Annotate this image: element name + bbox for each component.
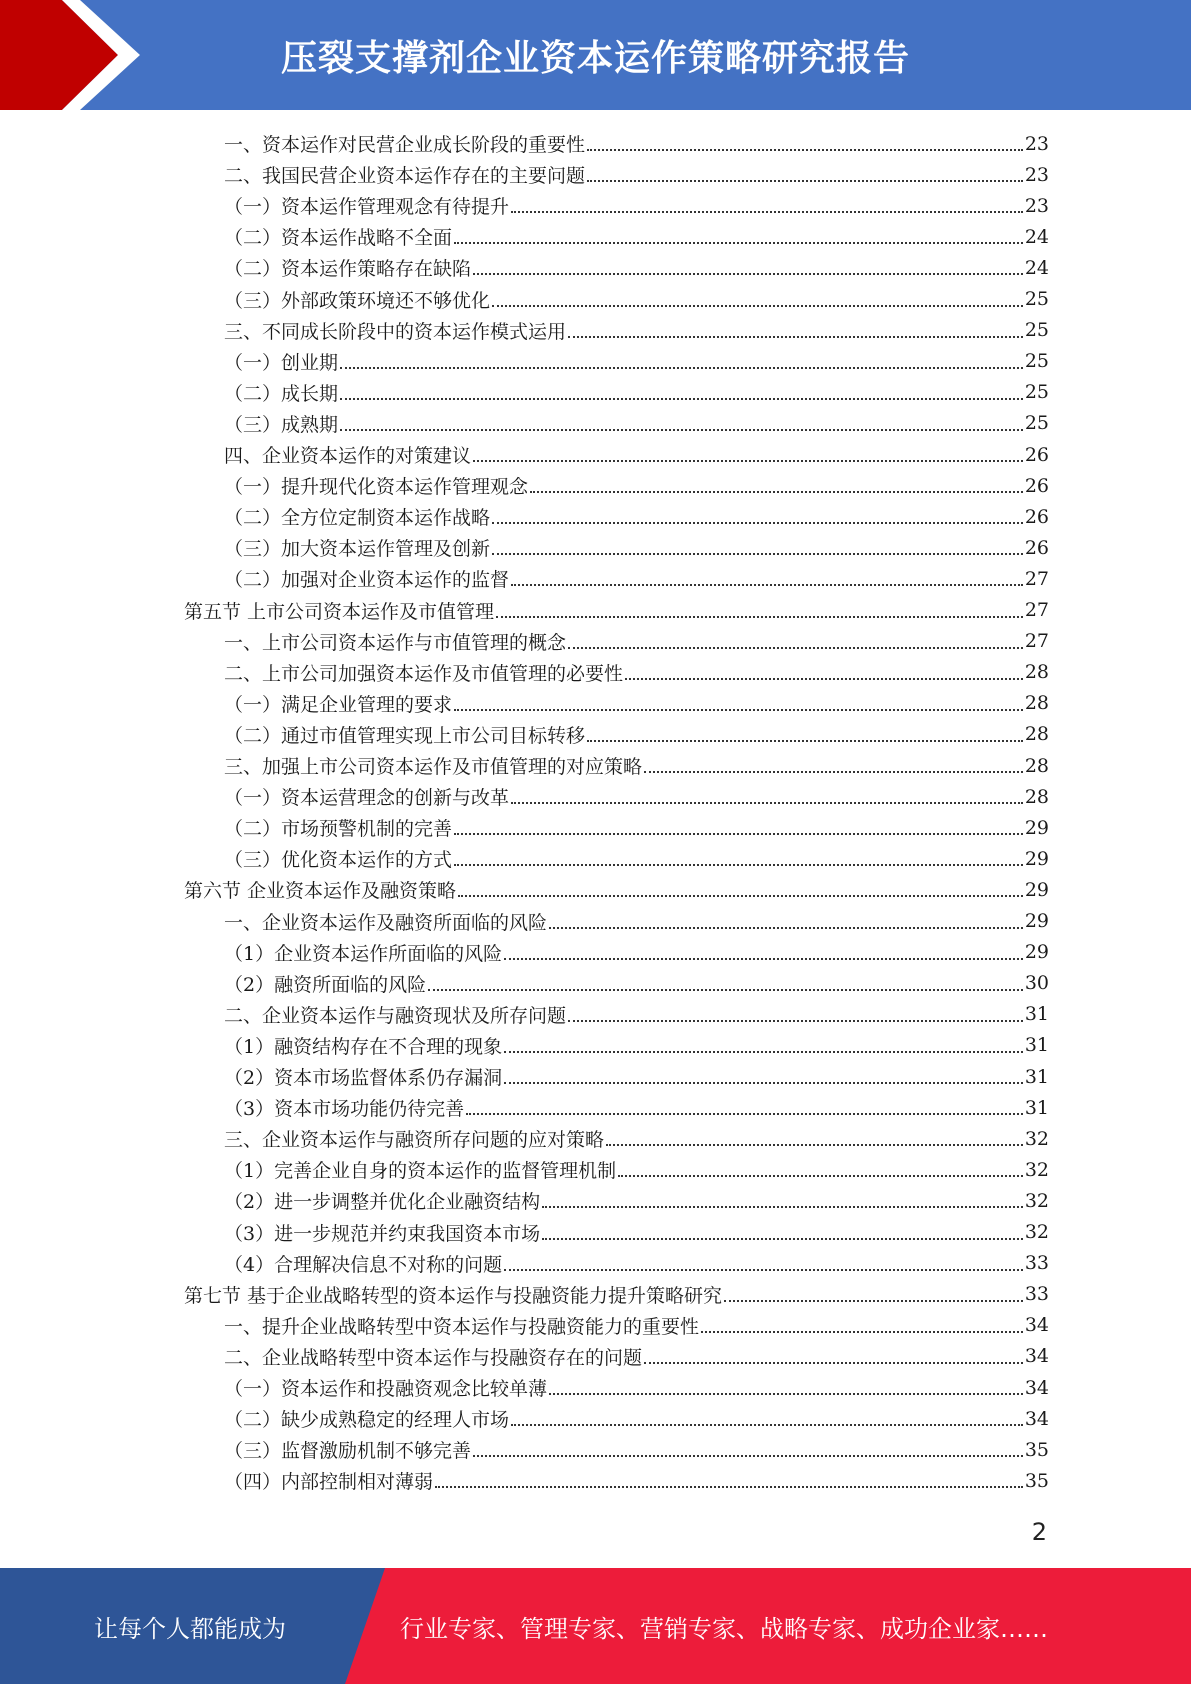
toc-leader-dots [549, 1392, 1023, 1395]
toc-leader-dots [454, 241, 1023, 244]
toc-entry-page: 32 [1024, 1189, 1049, 1212]
toc-entry-title: （二）市场预警机制的完善 [224, 818, 453, 841]
toc-entry [184, 595, 1049, 626]
toc-leader-dots [511, 583, 1023, 586]
toc-entry [224, 1154, 1049, 1185]
toc-leader-dots [625, 677, 1023, 680]
toc-entry-title: （1）企业资本运作所面临的风险 [224, 942, 503, 965]
toc-leader-dots [496, 615, 1023, 618]
toc-leader-dots [466, 1112, 1023, 1115]
toc-leader-dots [473, 272, 1023, 275]
toc-entry [184, 874, 1049, 905]
toc-entry [224, 408, 1049, 439]
toc-entry [224, 1185, 1049, 1216]
toc-entry-title: 一、资本运作对民营企业成长阶段的重要性 [224, 134, 586, 156]
toc-entry [224, 252, 1049, 283]
toc-leader-dots [473, 1454, 1023, 1457]
toc-entry [224, 812, 1049, 843]
toc-entry-title: （二）通过市值管理实现上市公司目标转移 [224, 724, 586, 747]
toc-entry [224, 532, 1049, 563]
toc-entry-page: 28 [1024, 785, 1049, 808]
toc-entry [224, 128, 1049, 159]
toc-entry-page: 26 [1024, 474, 1049, 497]
toc-leader-dots [504, 1081, 1023, 1084]
toc-leader-dots [492, 304, 1023, 307]
toc-entry-title: （2）资本市场监督体系仍存漏洞 [224, 1067, 503, 1089]
toc-entry-page: 34 [1024, 1376, 1049, 1399]
toc-leader-dots [568, 646, 1023, 649]
toc-leader-dots [549, 926, 1023, 929]
toc-entry-title: （二）成长期 [224, 382, 339, 405]
toc-leader-dots [568, 1019, 1023, 1022]
toc-leader-dots [340, 366, 1023, 369]
toc-leader-dots [701, 1330, 1023, 1333]
toc-entry [224, 315, 1049, 346]
toc-entry [224, 1217, 1049, 1248]
toc-entry-page: 34 [1024, 1314, 1049, 1337]
toc-entry-title: （二）资本运作战略不全面 [224, 227, 453, 250]
toc-entry-title: 第七节 基于企业战略转型的资本运作与投融资能力提升策略研究 [184, 1284, 723, 1307]
toc-entry [224, 1403, 1049, 1434]
toc-entry [224, 750, 1049, 781]
toc-entry-title: （3）资本市场功能仍待完善 [224, 1098, 465, 1121]
toc-entry-title: （四）内部控制相对薄弱 [224, 1471, 434, 1494]
toc-entry [224, 937, 1049, 968]
toc-entry-title: （一）资本运作和投融资观念比较单薄 [224, 1378, 548, 1400]
toc-leader-dots [568, 335, 1023, 338]
toc-leader-dots [511, 801, 1023, 804]
toc-entry [224, 563, 1049, 594]
toc-entry-page: 23 [1024, 132, 1049, 155]
toc-leader-dots [504, 1050, 1023, 1053]
toc-entry [224, 284, 1049, 315]
toc-entry-title: （1）完善企业自身的资本运作的监督管理机制 [224, 1160, 617, 1183]
toc-leader-dots [530, 490, 1023, 493]
toc-entry-title: 二、上市公司加强资本运作及市值管理的必要性 [224, 662, 624, 685]
toc-entry-title: 三、加强上市公司资本运作及市值管理的对应策略 [224, 756, 643, 778]
toc-leader-dots [504, 1268, 1023, 1271]
header-arrow-decoration [0, 0, 150, 110]
toc-entry-page: 31 [1024, 1003, 1049, 1026]
toc-entry-title: （二）加强对企业资本运作的监督 [224, 569, 510, 592]
toc-entry-page: 28 [1024, 692, 1049, 715]
toc-entry-title: （2）融资所面临的风险 [224, 973, 427, 996]
toc-leader-dots [454, 708, 1023, 711]
toc-entry-page: 25 [1024, 350, 1049, 373]
toc-entry-page: 33 [1024, 1283, 1049, 1306]
toc-leader-dots [458, 894, 1023, 897]
toc-entry-title: （三）加大资本运作管理及创新 [224, 538, 491, 561]
toc-entry [224, 1030, 1049, 1061]
toc-entry-title: （3）进一步规范并约束我国资本市场 [224, 1222, 541, 1245]
toc-leader-dots [618, 1174, 1023, 1177]
toc-entry-title: （三）成熟期 [224, 413, 339, 436]
toc-entry [224, 346, 1049, 377]
toc-leader-dots [340, 397, 1023, 400]
toc-entry-title: （二）缺少成熟稳定的经理人市场 [224, 1409, 510, 1432]
toc-entry-page: 34 [1024, 1345, 1049, 1368]
toc-entry-title: 四、企业资本运作的对策建议 [224, 445, 472, 467]
toc-entry-page: 24 [1024, 225, 1049, 248]
toc-leader-dots [454, 863, 1023, 866]
toc-entry-page: 25 [1024, 412, 1049, 435]
toc-entry [224, 1341, 1049, 1372]
toc-leader-dots [428, 988, 1023, 991]
toc-entry-title: （一）创业期 [224, 351, 339, 374]
toc-entry-title: 一、企业资本运作及融资所面临的风险 [224, 911, 548, 934]
toc-entry [224, 657, 1049, 688]
toc-entry-page: 29 [1024, 847, 1049, 870]
toc-entry-page: 32 [1024, 1127, 1049, 1150]
footer-slogan-right: 行业专家、管理专家、营销专家、战略专家、成功企业家…… [400, 1614, 1048, 1643]
toc-leader-dots [492, 552, 1023, 555]
toc-entry-page: 27 [1024, 630, 1049, 653]
report-title: 压裂支撑剂企业资本运作策略研究报告 [280, 37, 910, 79]
toc-entry [224, 999, 1049, 1030]
toc-entry-page: 32 [1024, 1158, 1049, 1181]
toc-entry [224, 439, 1049, 470]
toc-entry [224, 781, 1049, 812]
toc-entry [224, 470, 1049, 501]
toc-entry [184, 1279, 1049, 1310]
toc-entry-title: （二）全方位定制资本运作战略 [224, 507, 491, 530]
toc-entry-page: 29 [1024, 816, 1049, 839]
toc-leader-dots [340, 428, 1023, 431]
toc-entry-title: 二、企业战略转型中资本运作与投融资存在的问题 [224, 1346, 643, 1369]
toc-leader-dots [587, 179, 1023, 182]
toc-entry-title: （三）外部政策环境还不够优化 [224, 289, 491, 312]
toc-entry-page: 30 [1024, 972, 1049, 995]
toc-entry [224, 1092, 1049, 1123]
toc-entry [224, 221, 1049, 252]
toc-leader-dots [542, 1237, 1023, 1240]
toc-entry [224, 688, 1049, 719]
toc-entry-title: 一、上市公司资本运作与市值管理的概念 [224, 631, 567, 654]
toc-entry-page: 25 [1024, 381, 1049, 404]
toc-entry [224, 906, 1049, 937]
toc-entry-page: 34 [1024, 1407, 1049, 1430]
toc-entry-page: 27 [1024, 567, 1049, 590]
toc-entry [224, 968, 1049, 999]
toc-entry-page: 28 [1024, 754, 1049, 777]
toc-entry-page: 35 [1024, 1438, 1049, 1461]
toc-entry-title: （三）监督激励机制不够完善 [224, 1440, 472, 1463]
toc-entry-title: 一、提升企业战略转型中资本运作与投融资能力的重要性 [224, 1315, 700, 1338]
page-footer [0, 1568, 1191, 1684]
toc-entry-title: （二）资本运作策略存在缺陷 [224, 258, 472, 281]
page-number: 2 [1031, 1518, 1047, 1546]
toc-leader-dots [724, 1299, 1023, 1302]
toc-leader-dots [542, 1205, 1023, 1208]
toc-entry-title: （一）资本运作管理观念有待提升 [224, 196, 510, 219]
toc-leader-dots [587, 739, 1023, 742]
toc-entry-page: 26 [1024, 505, 1049, 528]
toc-entry-page: 29 [1024, 910, 1049, 932]
toc-entry [224, 159, 1049, 190]
toc-entry-page: 23 [1024, 194, 1049, 217]
toc-entry-title: （4）合理解决信息不对称的问题 [224, 1253, 503, 1276]
toc-entry-page: 31 [1024, 1065, 1049, 1088]
toc-entry-page: 31 [1024, 1096, 1049, 1119]
toc-leader-dots [606, 1143, 1023, 1146]
toc-entry [224, 843, 1049, 874]
toc-leader-dots [644, 1361, 1023, 1364]
toc-entry-page: 31 [1024, 1034, 1049, 1057]
page-header [0, 0, 1191, 110]
toc-entry-title: （一）提升现代化资本运作管理观念 [224, 476, 529, 499]
toc-leader-dots [473, 459, 1023, 462]
toc-entry [224, 1310, 1049, 1341]
toc-entry-page: 29 [1024, 941, 1049, 964]
toc-entry [224, 190, 1049, 221]
toc-entry [224, 1465, 1049, 1496]
toc-entry [224, 1123, 1049, 1154]
toc-entry-title: 三、企业资本运作与融资所存问题的应对策略 [224, 1129, 605, 1152]
toc-leader-dots [587, 148, 1023, 151]
toc-entry-page: 28 [1024, 661, 1049, 684]
toc-leader-dots [492, 521, 1023, 524]
toc-leader-dots [504, 957, 1023, 960]
toc-entry-title: （一）满足企业管理的要求 [224, 693, 453, 716]
toc-leader-dots [644, 770, 1023, 773]
toc-entry-page: 35 [1024, 1469, 1049, 1492]
toc-entry [224, 626, 1049, 657]
toc-entry-page: 23 [1024, 163, 1049, 186]
toc-entry-page: 29 [1024, 878, 1049, 901]
toc-entry-page: 27 [1024, 599, 1049, 621]
toc-entry [224, 1061, 1049, 1092]
footer-slogan-left: 让每个人都能成为 [94, 1614, 286, 1643]
toc-entry-title: （一）资本运营理念的创新与改革 [224, 787, 510, 810]
toc-entry-page: 25 [1024, 288, 1049, 310]
toc-leader-dots [511, 210, 1023, 213]
toc-entry [224, 377, 1049, 408]
toc-entry [224, 501, 1049, 532]
toc-entry-page: 26 [1024, 443, 1049, 466]
toc-entry [224, 719, 1049, 750]
toc-entry-title: 第五节 上市公司资本运作及市值管理 [184, 600, 495, 623]
toc-entry-title: 第六节 企业资本运作及融资策略 [184, 880, 457, 903]
toc-entry-title: （2）进一步调整并优化企业融资结构 [224, 1191, 541, 1214]
toc-entry-page: 33 [1024, 1252, 1049, 1275]
toc-entry-page: 24 [1024, 256, 1049, 279]
toc-entry-page: 25 [1024, 319, 1049, 342]
toc-entry-title: 二、企业资本运作与融资现状及所存问题 [224, 1004, 567, 1027]
toc-entry-title: 二、我国民营企业资本运作存在的主要问题 [224, 165, 586, 188]
toc-entry-title: （三）优化资本运作的方式 [224, 849, 453, 872]
toc-entry [224, 1434, 1049, 1465]
toc-leader-dots [511, 1423, 1023, 1426]
toc-entry [224, 1248, 1049, 1279]
toc-entry-page: 32 [1024, 1221, 1049, 1243]
toc-entry-page: 26 [1024, 536, 1049, 559]
toc-entry-title: （1）融资结构存在不合理的现象 [224, 1035, 503, 1058]
toc-entry [224, 1372, 1049, 1403]
toc-leader-dots [435, 1485, 1023, 1488]
toc-entry-page: 28 [1024, 723, 1049, 746]
toc-entry-title: 三、不同成长阶段中的资本运作模式运用 [224, 320, 567, 343]
toc-leader-dots [454, 832, 1023, 835]
